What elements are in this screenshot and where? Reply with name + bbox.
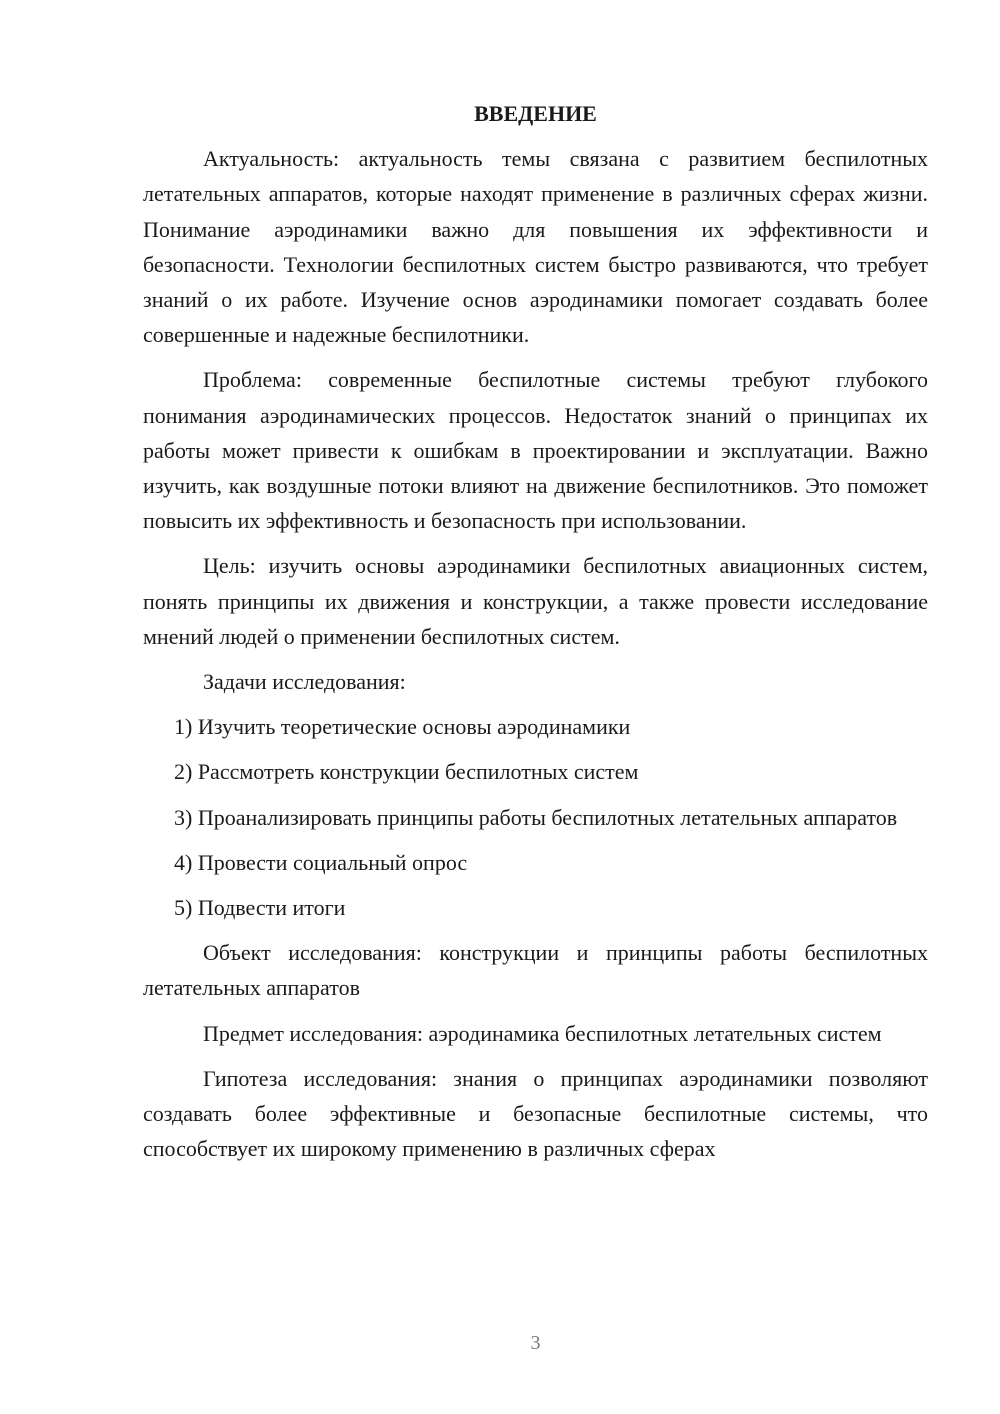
paragraph-goal: Цель: изучить основы аэродинамики беспилотных авиационных систем, понять принципы их движения и конструкции, а также провести исследование мнений людей о применении беспилотных систем. [143, 553, 928, 649]
paragraph-hypothesis: Гипотеза исследования: знания о принципах аэродинамики позволяют создавать более эффективные и безопасные беспилотные системы, что способствует их широкому применению в различных сферах [143, 1065, 928, 1162]
section-title: ВВЕДЕНИЕ [474, 101, 597, 126]
list-item: 1) Изучить теоретические основы аэродинамики [174, 714, 631, 740]
paragraph-subject: Предмет исследования: аэродинамика беспилотных летательных систем [203, 1020, 882, 1046]
tasks-list [143, 709, 928, 925]
paragraph-tasks-heading: Задачи исследования: [203, 669, 406, 695]
paragraph-problem: Проблема: современные беспилотные системы требуют глубокого понимания аэродинамических процессов. Недостаток знаний о принципах их работы может привести к ошибкам в проектировании и эксплуатации. Важно изучить, как воздушные потоки влияют на движение беспилотников. Это поможет повысить их эффективность и безопасность при использовании. [143, 367, 928, 534]
page-number: 3 [530, 1332, 541, 1354]
list-item: 2) Рассмотреть конструкции беспилотных систем [174, 759, 639, 785]
list-item: 3) Проанализировать принципы работы беспилотных летательных аппаратов [174, 804, 898, 830]
paragraph-relevance: Актуальность: актуальность темы связана с развитием беспилотных летательных аппаратов, которые находят применение в различных сферах жизни. Понимание аэродинамики важно для повышения их эффективности и безопасности. Технологии беспилотных систем быстро развиваются, что требует знаний о их работе. Изучение основ аэродинамики помогает создавать более совершенные и надежные беспилотники. [143, 146, 928, 348]
paragraph-object: Объект исследования: конструкции и принципы работы беспилотных летательных аппаратов [143, 940, 928, 1001]
document-body [143, 96, 928, 1176]
list-item: 5) Подвести итоги [174, 895, 346, 921]
list-item: 4) Провести социальный опрос [174, 849, 468, 875]
